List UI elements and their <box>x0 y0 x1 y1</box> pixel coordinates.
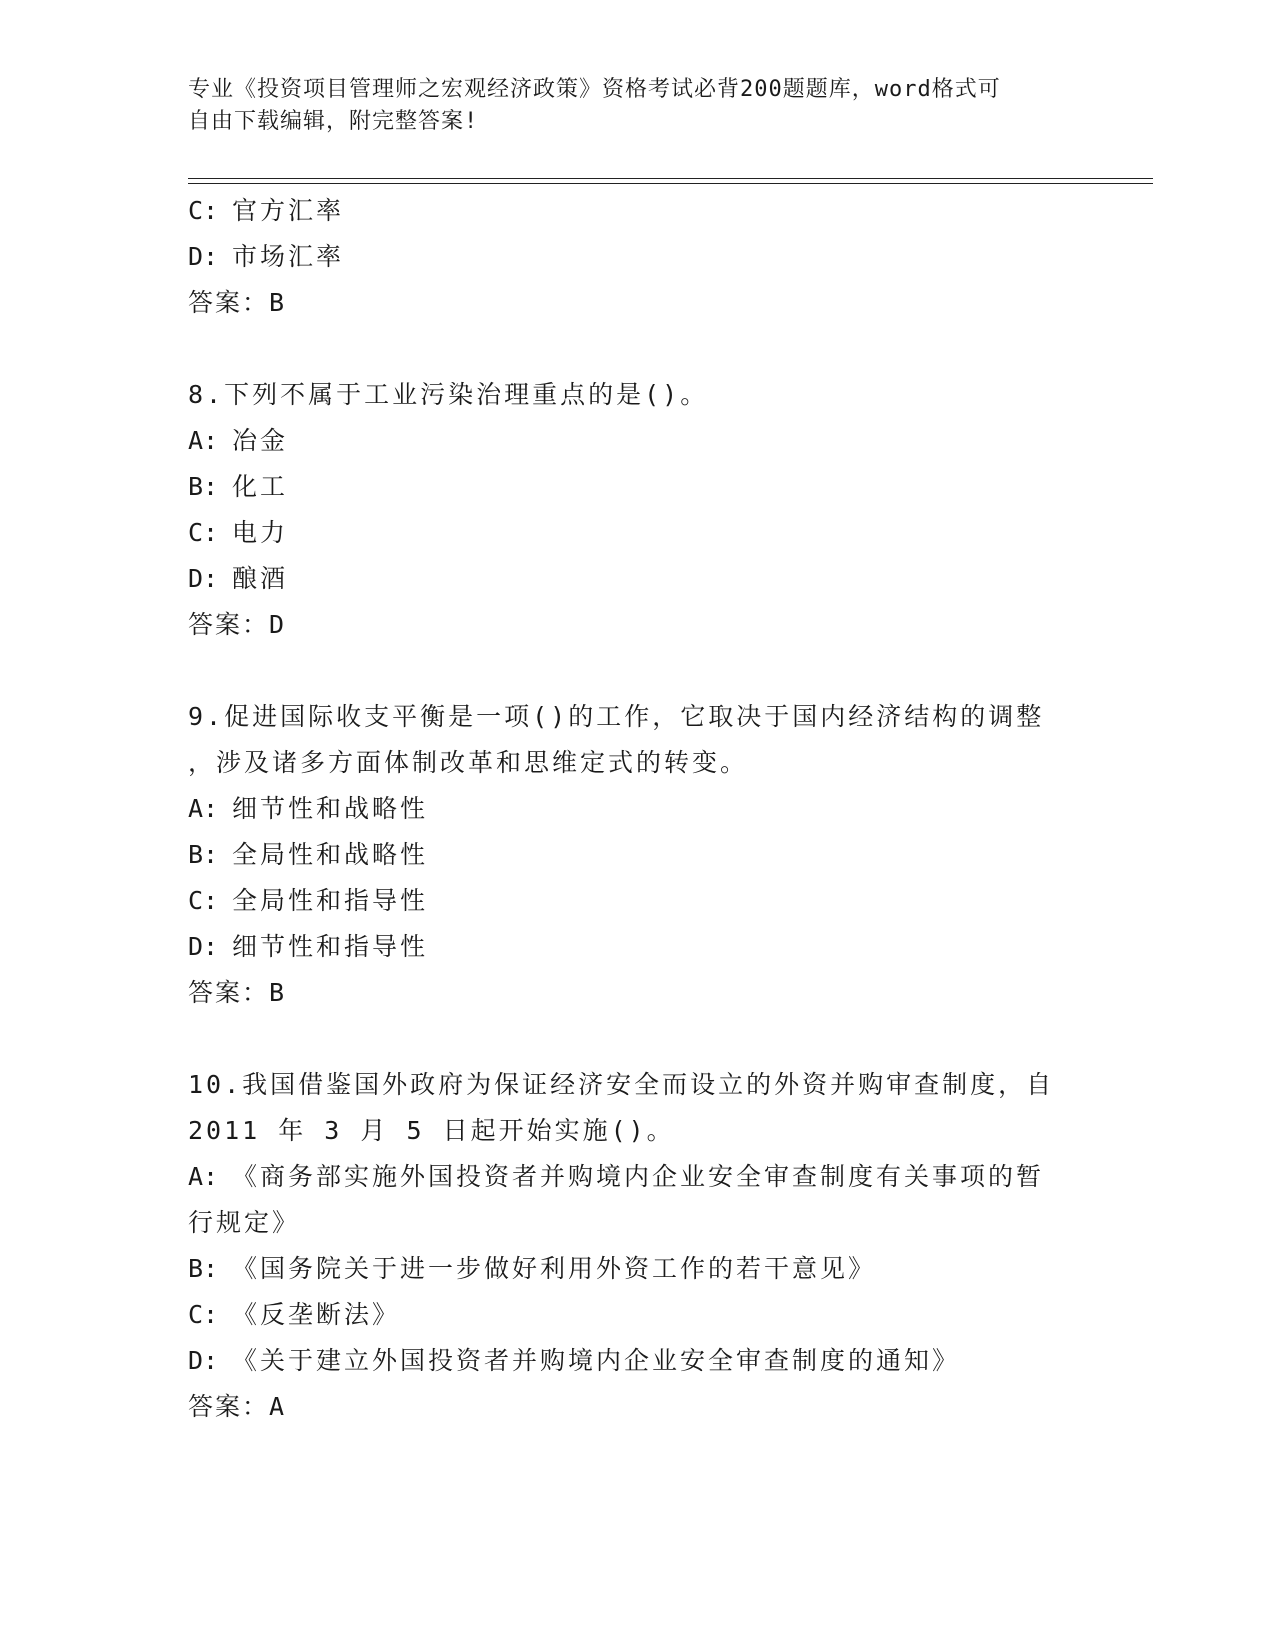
option-d: D: 市场汇率 <box>188 242 345 271</box>
question-10 <box>188 1062 1088 1430</box>
option-c: C: 官方汇率 <box>188 196 345 225</box>
answer-line: 答案：B <box>188 978 285 1007</box>
question-text: 9.促进国际收支平衡是一项()的工作，它取决于国内经济结构的调整 ，涉及诸多方面体制改革和思维定式的转变。 <box>188 702 1045 777</box>
option-d: D: 细节性和指导性 <box>188 932 429 961</box>
option-b: B: 全局性和战略性 <box>188 840 429 869</box>
question-text: 8.下列不属于工业污染治理重点的是()。 <box>188 380 709 409</box>
question-continuation <box>188 188 1088 326</box>
option-c: C: 电力 <box>188 518 289 547</box>
option-a: A: 细节性和战略性 <box>188 794 429 823</box>
option-b: B: 化工 <box>188 472 289 501</box>
option-a: A: 《商务部实施外国投资者并购境内企业安全审查制度有关事项的暂 <box>188 1162 1045 1191</box>
answer-line: 答案：D <box>188 610 285 639</box>
option-b: B: 《国务院关于进一步做好利用外资工作的若干意见》 <box>188 1254 877 1283</box>
question-9 <box>188 694 1088 1016</box>
option-d: D: 《关于建立外国投资者并购境内企业安全审查制度的通知》 <box>188 1346 961 1375</box>
answer-line: 答案：A <box>188 1392 285 1421</box>
header-divider-bottom <box>188 183 1153 184</box>
option-a: A: 冶金 <box>188 426 289 455</box>
option-c: C: 全局性和指导性 <box>188 886 429 915</box>
option-a-continuation: 行规定》 <box>188 1208 301 1237</box>
document-body <box>188 188 1088 1430</box>
option-c: C: 《反垄断法》 <box>188 1300 401 1329</box>
document-header <box>188 74 1068 138</box>
header-divider-top <box>188 178 1153 179</box>
option-d: D: 酿酒 <box>188 564 289 593</box>
question-8 <box>188 372 1088 648</box>
header-line-2: 自由下载编辑，附完整答案! <box>188 109 479 134</box>
header-line-1: 专业《投资项目管理师之宏观经济政策》资格考试必背200题题库，word格式可 <box>188 77 1001 102</box>
answer-line: 答案：B <box>188 288 285 317</box>
question-text: 10.我国借鉴国外政府为保证经济安全而设立的外资并购审查制度，自 2011 年 3 月 5 日起开始实施()。 <box>188 1070 1055 1145</box>
